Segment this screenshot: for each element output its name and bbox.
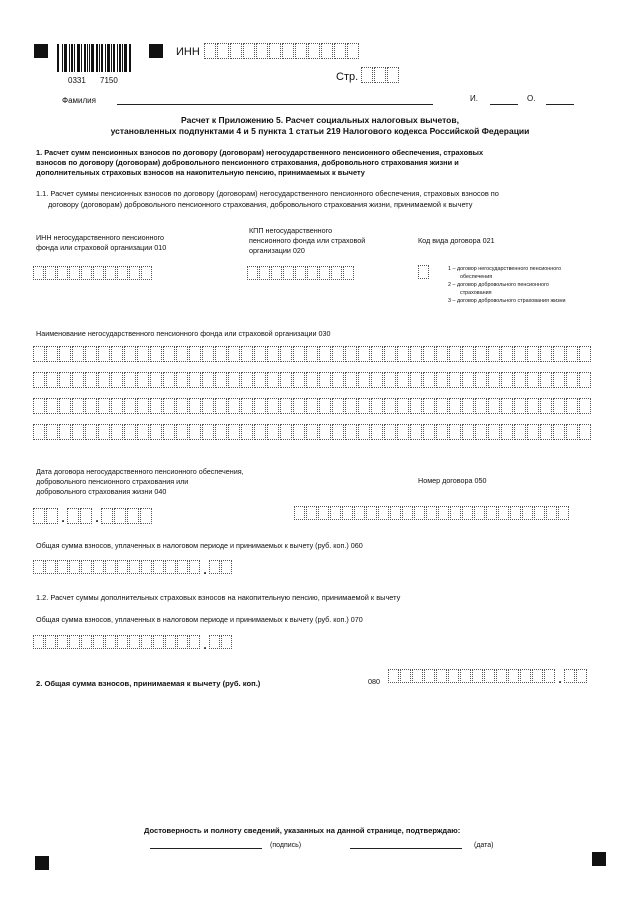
page-input[interactable] [361,67,400,83]
surname-line[interactable] [117,104,433,105]
section1-line1: 1. Расчет сумм пенсионных взносов по договору (договорам) негосударственного пенсионного обеспечения, страховых [36,148,484,157]
section1-2-label: 1.2. Расчет суммы дополнительных страховых взносов на накопительную пенсию, принимаемой к вычету [36,593,401,602]
field050-label: Номер договора 050 [418,476,487,485]
field030-input-row3[interactable] [33,398,592,414]
section2-label: 2. Общая сумма взносов, принимаемая к вычету (руб. коп.) [36,679,261,688]
date-label: (дата) [474,842,494,849]
field021-input[interactable] [418,265,430,279]
barcode [57,44,131,72]
field070-input[interactable]: . [33,635,233,651]
initial-o-label: О. [527,94,536,103]
field030-input-row1[interactable] [33,346,592,362]
field021-option1-line1: 1 – договор негосударственного пенсионного [448,266,562,272]
field020-label-line3: организации 020 [249,246,305,255]
field030-label: Наименование негосударственного пенсионного фонда или страховой организации 030 [36,329,331,338]
surname-label: Фамилия [62,96,96,105]
field010-label-line1: ИНН негосударственного пенсионного [36,233,164,242]
section1-line3: дополнительных страховых взносов на накопительную пенсию, принимаемых к вычету [36,168,365,177]
section1-1-line2: договору (договорам) добровольного пенсионного страхования, добровольного страхования жизни, принимаемой к вычету [48,200,473,209]
field030-input-row4[interactable] [33,424,592,440]
signature-label: (подпись) [270,842,302,849]
initial-i-line[interactable] [490,104,518,105]
field021-option2-line1: 2 – договор добровольного пенсионного [448,282,549,288]
barcode-number-right: 7150 [100,76,118,85]
field020-label-line2: пенсионного фонда или страховой [249,236,366,245]
field020-label-line1: КПП негосударственного [249,226,333,235]
field010-input[interactable] [33,266,153,280]
field060-label: Общая сумма взносов, уплаченных в налоговом периоде и принимаемых к вычету (руб. коп.) 060 [36,541,363,550]
field060-input[interactable]: . [33,560,233,576]
field080-input[interactable]: . [388,669,588,685]
field010-label-line2: фонда или страховой организации 010 [36,243,167,252]
page-title-line1: Расчет к Приложению 5. Расчет социальных налоговых вычетов, [181,115,459,125]
corner-marker-top-mid [149,44,163,58]
page-label: Стр. [336,71,359,83]
field040-label-line3: добровольного страхования жизни 040 [36,487,167,496]
corner-marker-top-left [34,44,48,58]
field040-input[interactable]: . . [33,508,153,524]
page-title-line2: установленных подпунктами 4 и 5 пункта 1 статьи 219 Налогового кодекса Российской Федерации [110,126,530,136]
initial-i-label: И. [470,94,478,103]
field021-label: Код вида договора 021 [418,236,495,245]
field021-option2-line2: страхования [460,290,492,296]
field030-input-row2[interactable] [33,372,592,388]
barcode-number-left: 0331 [68,76,86,85]
inn-label: ИНН [176,46,200,58]
signature-line[interactable] [150,848,262,849]
field021-option1-line2: обеспечения [460,274,493,280]
field050-input[interactable] [294,506,570,520]
field070-label: Общая сумма взносов, уплаченных в налоговом периоде и принимаемых к вычету (руб. коп.) 070 [36,615,363,624]
section1-1-line1: 1.1. Расчет суммы пенсионных взносов по договору (договорам) негосударственного пенсионного обеспечения, страховых взносов по [36,189,499,198]
field021-option3: 3 – договор добровольного страхования жизни [448,298,566,304]
corner-marker-bottom-right [592,852,606,866]
date-line[interactable] [350,848,462,849]
initial-o-line[interactable] [546,104,574,105]
field040-label-line1: Дата договора негосударственного пенсионного обеспечения, [36,467,244,476]
field020-input[interactable] [247,266,355,280]
field080-code: 080 [368,677,380,686]
inn-input[interactable] [204,43,360,59]
confirmation-text: Достоверность и полноту сведений, указанных на данной странице, подтверждаю: [144,826,461,835]
section1-line2: взносов по договору (договорам) добровольного пенсионного страхования, добровольного страхования жизни и [36,158,459,167]
field040-label-line2: добровольного пенсионного страхования или [36,477,189,486]
corner-marker-bottom-left [35,856,49,870]
